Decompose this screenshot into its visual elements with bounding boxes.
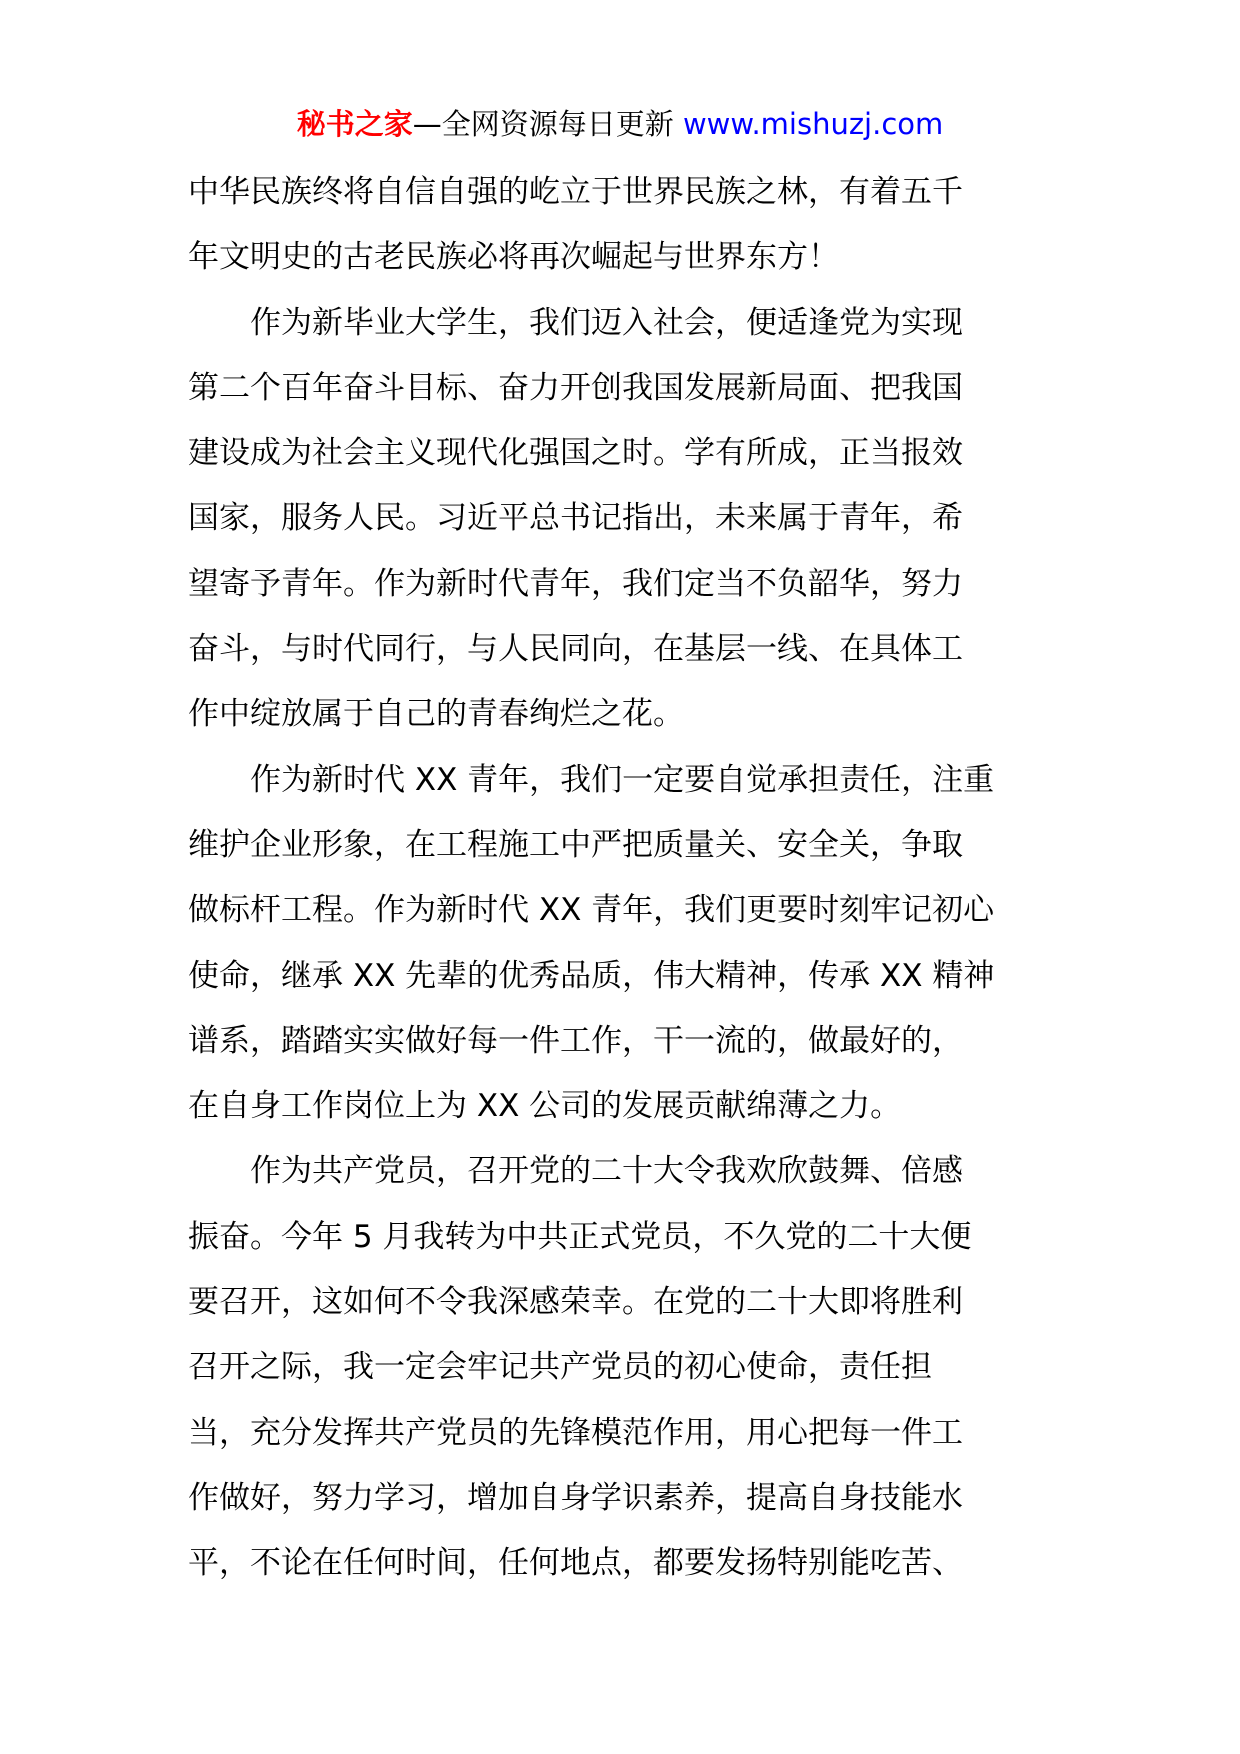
text-line: 召开之际，我一定会牢记共产党员的初心使命，责任担 bbox=[188, 1349, 932, 1386]
text-line: 要召开，这如何不令我深感荣幸。在党的二十大即将胜利 bbox=[188, 1284, 963, 1321]
page-header bbox=[0, 104, 1240, 144]
text-line: 年文明史的古老民族必将再次崛起与世界东方！ bbox=[188, 239, 839, 276]
website-link[interactable]: www.mishuzj.com bbox=[682, 107, 944, 141]
text-line: 在自身工作岗位上为 XX 公司的发展贡献绵薄之力。 bbox=[188, 1088, 902, 1125]
text-line: 国家，服务人民。习近平总书记指出，未来属于青年，希 bbox=[188, 500, 963, 537]
text-line: 作中绽放属于自己的青春绚烂之花。 bbox=[188, 696, 684, 733]
text-line: 谱系，踏踏实实做好每一件工作，干一流的，做最好的， bbox=[188, 1022, 963, 1059]
text-line: 建设成为社会主义现代化强国之时。学有所成，正当报效 bbox=[188, 435, 963, 472]
text-line: 第二个百年奋斗目标、奋力开创我国发展新局面、把我国 bbox=[188, 369, 963, 406]
text-line: 奋斗，与时代同行，与人民同向，在基层一线、在具体工 bbox=[188, 631, 963, 668]
text-line: 作为新毕业大学生，我们迈入社会，便适逢党为实现 bbox=[188, 304, 963, 341]
text-line: 平，不论在任何时间，任何地点，都要发扬特别能吃苦、 bbox=[188, 1545, 963, 1582]
brand-name: 秘书之家 bbox=[296, 107, 413, 141]
text-line: 中华民族终将自信自强的屹立于世界民族之林，有着五千 bbox=[188, 174, 963, 210]
header-slogan: —全网资源每日更新 bbox=[412, 107, 683, 141]
text-line: 做标杆工程。作为新时代 XX 青年，我们更要时刻牢记初心 bbox=[188, 892, 995, 929]
text-line: 作为新时代 XX 青年，我们一定要自觉承担责任，注重 bbox=[188, 761, 995, 798]
text-line: 作为共产党员，召开党的二十大令我欢欣鼓舞、倍感 bbox=[188, 1153, 963, 1190]
text-line: 振奋。今年 5 月我转为中共正式党员，不久党的二十大便 bbox=[188, 1218, 972, 1255]
document-body bbox=[188, 160, 1068, 1597]
text-line: 当，充分发挥共产党员的先锋模范作用，用心把每一件工 bbox=[188, 1414, 963, 1451]
text-line: 作做好，努力学习，增加自身学识素养，提高自身技能水 bbox=[188, 1479, 963, 1516]
text-line: 使命，继承 XX 先辈的优秀品质，伟大精神，传承 XX 精神 bbox=[188, 957, 995, 994]
text-line: 维护企业形象，在工程施工中严把质量关、安全关，争取 bbox=[188, 826, 963, 863]
text-line: 望寄予青年。作为新时代青年，我们定当不负韶华，努力 bbox=[188, 565, 963, 602]
